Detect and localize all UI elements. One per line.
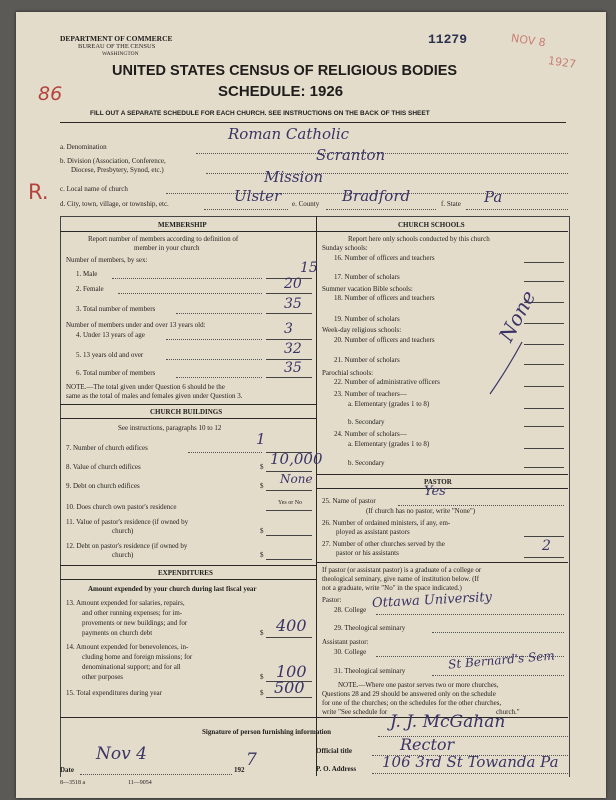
margin-number: 86 — [38, 83, 63, 105]
q15-total-label: 15. Total expenditures during year — [66, 689, 162, 697]
q12-residence-debt-label: 12. Debt on pastor's residence (if owned by — [66, 542, 188, 550]
members-by-sex-label: Number of members, by sex: — [66, 256, 148, 264]
q10-residence-label: 10. Does church own pastor's residence — [66, 503, 177, 511]
q14-label-2: cluding home and foreign missions; for — [82, 653, 193, 661]
state-line — [466, 209, 568, 210]
q3-dots — [176, 313, 262, 314]
q25-note: (If church has no pastor, write "None") — [366, 507, 476, 515]
q28-line — [376, 614, 564, 615]
q2-dots — [118, 293, 262, 294]
assistant-subheading: Assistant pastor: — [322, 638, 369, 646]
q12-label-2: church) — [112, 551, 134, 559]
schools-heading-rule — [316, 231, 568, 232]
local-name-value[interactable]: Mission — [264, 168, 324, 186]
county-value[interactable]: Bradford — [342, 187, 411, 205]
column-divider — [316, 216, 317, 776]
graduate-top-rule — [316, 562, 568, 563]
census-schedule-sheet — [16, 12, 606, 798]
signature-value[interactable]: J. J. McGahan — [390, 712, 506, 732]
q11-label-2: church) — [112, 527, 134, 535]
q23-label: 23. Number of teachers— — [334, 390, 407, 398]
q1-male-value[interactable]: 15 — [300, 260, 318, 276]
q15-dollar: $ — [260, 689, 264, 697]
city-label: WASHINGTON — [102, 51, 139, 57]
pastor-subheading: Pastor: — [322, 596, 342, 604]
pastor-heading: PASTOR — [424, 478, 452, 486]
q8-value-label: 8. Value of church edifices — [66, 463, 141, 471]
q4-under13-value[interactable]: 3 — [284, 321, 293, 337]
q12-answer-line — [266, 559, 312, 560]
instructions-banner: FILL OUT A SEPARATE SCHEDULE FOR EACH CHURCH. SEE INSTRUCTIONS ON THE BACK OF THIS SHEET — [90, 110, 430, 117]
q4-under13-label: 4. Under 13 years of age — [76, 331, 145, 339]
schools-intro: Report here only schools conducted by this church — [348, 235, 490, 243]
po-address-line — [372, 773, 568, 774]
q5-over13-value[interactable]: 32 — [284, 341, 302, 357]
city-value[interactable]: Ulster — [234, 187, 282, 205]
q27-label-2: pastor or his assistants — [336, 549, 399, 557]
q3-total-label: 3. Total number of members — [76, 305, 156, 313]
pastor-note-4: write "See schedule for — [322, 708, 388, 716]
q20-label: 20. Number of officers and teachers — [334, 336, 435, 344]
q13-label-4: payments on church debt — [82, 629, 153, 637]
q9-dollar: $ — [260, 482, 264, 490]
q16-answer-line — [524, 262, 564, 263]
division-label: b. Division (Association, Conference, — [60, 157, 166, 165]
date-label: Date — [60, 766, 74, 774]
q4-answer-line — [266, 339, 312, 340]
expenditures-heading: EXPENDITURES — [158, 569, 213, 577]
q6-total-label: 6. Total number of members — [76, 369, 156, 377]
q19-answer-line — [524, 323, 564, 324]
graduate-instructions: If pastor (or assistant pastor) is a graduate of a college or — [322, 566, 482, 574]
city-label-field: d. City, town, village, or township, etc. — [60, 200, 169, 208]
department-label: DEPARTMENT OF COMMERCE — [60, 34, 173, 43]
buildings-heading: CHURCH BUILDINGS — [150, 408, 223, 416]
q7-edifices-label: 7. Number of church edifices — [66, 444, 148, 452]
expenditures-intro: Amount expended by your church during last fiscal year — [88, 585, 257, 593]
age-intro-label: Number of members under and over 13 years old: — [66, 321, 206, 329]
q22-label: 22. Number of administrative officers — [334, 378, 440, 386]
q26-answer-line — [524, 536, 564, 537]
membership-note: NOTE.—The total given under Question 6 should be the — [66, 383, 225, 391]
schools-strike-line — [486, 338, 526, 398]
parochial-schools-label: Parochial schools: — [322, 369, 374, 377]
membership-intro-2: member in your church — [134, 244, 200, 252]
date-value[interactable]: Nov 4 — [96, 744, 147, 764]
received-stamp: NOV 8 — [510, 31, 547, 50]
pastor-note-2: Questions 28 and 29 should be answered only on the schedule — [322, 690, 496, 698]
buildings-intro: See instructions, paragraphs 10 to 12 — [118, 424, 222, 432]
pastor-top-rule — [316, 474, 568, 475]
membership-heading: MEMBERSHIP — [158, 221, 207, 229]
q27-answer-line — [524, 557, 564, 558]
state-value[interactable]: Pa — [484, 188, 503, 206]
q25-value[interactable]: Yes — [424, 484, 446, 499]
q12-dollar: $ — [260, 551, 264, 559]
q6-total-value[interactable]: 35 — [284, 360, 302, 376]
q13-label: 13. Amount expended for salaries, repairs, — [66, 599, 185, 607]
q14-label-4: other purposes — [82, 673, 124, 681]
q11-dollar: $ — [260, 527, 264, 535]
q14-dollar: $ — [260, 673, 264, 681]
q9-debt-label: 9. Debt on church edifices — [66, 482, 140, 490]
q21-label: 21. Number of scholars — [334, 356, 400, 364]
q10-answer-line — [266, 510, 312, 511]
expenditures-heading-rule — [60, 579, 316, 580]
serial-number: 11279 — [428, 32, 468, 47]
q21-answer-line — [524, 364, 564, 365]
margin-letter: R. — [28, 180, 49, 204]
q13-answer-line — [266, 637, 312, 638]
pastor-note-5: church." — [496, 708, 520, 716]
q24a-label: a. Elementary (grades 1 to 8) — [348, 440, 430, 448]
q28-label: 28. College — [334, 606, 367, 614]
schools-heading: CHURCH SCHOOLS — [398, 221, 465, 229]
q29-line — [432, 632, 564, 633]
expenditures-top-rule — [60, 565, 316, 566]
q23a-label: a. Elementary (grades 1 to 8) — [348, 400, 430, 408]
schedule-subtitle: SCHEDULE: 1926 — [218, 83, 344, 100]
q6-answer-line — [266, 377, 312, 378]
q19-label: 19. Number of scholars — [334, 315, 400, 323]
q15-total-value[interactable]: 500 — [274, 678, 305, 697]
q7-edifices-value[interactable]: 1 — [256, 430, 266, 448]
sunday-schools-label: Sunday schools: — [322, 244, 368, 252]
pastor-note: NOTE.—Where one pastor serves two or more churches, — [338, 681, 499, 689]
q3-answer-line — [266, 313, 312, 314]
q18-label: 18. Number of officers and teachers — [334, 294, 435, 302]
division-label-2: Diocese, Presbytery, Synod, etc.) — [71, 166, 164, 174]
q31-line — [432, 675, 564, 676]
q6-dots — [176, 377, 262, 378]
q9-debt-value[interactable]: None — [280, 472, 313, 486]
signature-label: Signature of person furnishing information — [202, 728, 331, 736]
q9-answer-line — [266, 490, 312, 491]
q14-label: 14. Amount expended for benevolences, in- — [66, 643, 189, 651]
county-line — [326, 209, 436, 210]
q31-value[interactable]: St Bernard's Sem — [447, 648, 556, 672]
schools-none-mark[interactable]: None — [493, 286, 541, 346]
q13-dollar: $ — [260, 629, 264, 637]
q14-label-3: denominational support; and for all — [82, 663, 181, 671]
received-stamp-year: 1927 — [547, 54, 577, 71]
division-value[interactable]: Scranton — [316, 146, 386, 164]
q4-dots — [166, 339, 262, 340]
q16-label: 16. Number of officers and teachers — [334, 254, 435, 262]
q11-residence-value-label: 11. Value of pastor's residence (if owned by — [66, 518, 189, 526]
year-value[interactable]: 7 — [246, 750, 257, 770]
q23b-answer-line — [524, 426, 564, 427]
q28-value[interactable]: Ottawa University — [371, 589, 493, 612]
q1-male-label: 1. Male — [76, 270, 98, 278]
official-title-value[interactable]: Rector — [400, 735, 455, 754]
q2-answer-line — [266, 293, 312, 294]
weekday-schools-label: Week-day religious schools: — [322, 326, 402, 334]
q23a-answer-line — [524, 408, 564, 409]
q24a-answer-line — [524, 448, 564, 449]
q13-value[interactable]: 400 — [276, 616, 307, 635]
q8-value[interactable]: 10,000 — [270, 450, 323, 468]
po-address-value[interactable]: 106 3rd St Towanda Pa — [382, 753, 559, 771]
official-title-label: Official title — [316, 747, 352, 755]
q24b-answer-line — [524, 467, 564, 468]
graduate-instructions-2: theological seminary, give name of institution below. (If — [322, 575, 480, 583]
q24b-label: b. Secondary — [348, 459, 385, 467]
denomination-label: a. Denomination — [60, 143, 107, 151]
print-code: 11—9054 — [128, 780, 152, 786]
form-number: 8—3518 a — [60, 780, 86, 786]
state-label: f. State — [441, 200, 461, 208]
q20-answer-line — [524, 344, 564, 345]
county-label: e. County — [292, 200, 320, 208]
q26-label: 26. Number of ordained ministers, if any, em- — [322, 519, 451, 527]
buildings-top-rule — [60, 404, 316, 405]
buildings-heading-rule — [60, 418, 316, 419]
yes-no-hint: Yes or No — [278, 500, 303, 506]
q7-dots — [188, 452, 262, 453]
q5-dots — [166, 359, 262, 360]
membership-note-2: same as the total of males and females given under Question 3. — [66, 392, 243, 400]
q3-total-value[interactable]: 35 — [284, 296, 302, 312]
bureau-label: BUREAU OF THE CENSUS — [78, 43, 156, 50]
q22-answer-line — [524, 386, 564, 387]
summer-schools-label: Summer vacation Bible schools: — [322, 285, 413, 293]
q5-over13-label: 5. 13 years old and over — [76, 351, 144, 359]
membership-intro: Report number of members according to definition of — [88, 235, 239, 243]
form-title: UNITED STATES CENSUS OF RELIGIOUS BODIES — [112, 63, 458, 79]
q2-female-value[interactable]: 20 — [284, 276, 302, 292]
q13-label-3: provements or new buildings; and for — [82, 619, 188, 627]
q8-dollar: $ — [260, 463, 264, 471]
year-prefix: 192 — [234, 766, 245, 774]
graduate-instructions-3: not a graduate, write "No" in the space indicated.) — [322, 584, 462, 592]
q14-value[interactable]: 100 — [276, 662, 307, 681]
q29-label: 29. Theological seminary — [334, 624, 406, 632]
q26-label-2: ployed as assistant pastors — [336, 528, 410, 536]
q31-label: 31. Theological seminary — [334, 667, 406, 675]
q25-line — [398, 505, 564, 506]
division-line — [206, 173, 568, 174]
q2-female-label: 2. Female — [76, 285, 104, 293]
q15-answer-line — [266, 697, 312, 698]
header-rule — [60, 122, 566, 123]
city-line — [204, 209, 288, 210]
q17-label: 17. Number of scholars — [334, 273, 400, 281]
date-line — [80, 774, 232, 775]
q1-dots — [112, 278, 262, 279]
q24-label: 24. Number of scholars— — [334, 430, 407, 438]
pastor-note-3: for one of the churches; on the schedules for the other churches, — [322, 699, 502, 707]
q27-value[interactable]: 2 — [542, 538, 551, 554]
local-name-label: c. Local name of church — [60, 185, 128, 193]
q17-answer-line — [524, 281, 564, 282]
q25-label: 25. Name of pastor — [322, 497, 376, 505]
q23b-label: b. Secondary — [348, 418, 385, 426]
q30-label: 30. College — [334, 648, 367, 656]
q11-answer-line — [266, 535, 312, 536]
membership-heading-rule — [60, 231, 316, 232]
q13-label-2: and other running expenses; for im- — [82, 609, 183, 617]
po-address-label: P. O. Address — [316, 765, 357, 773]
q27-label: 27. Number of other churches served by the — [322, 540, 445, 548]
denomination-value[interactable]: Roman Catholic — [228, 125, 350, 143]
